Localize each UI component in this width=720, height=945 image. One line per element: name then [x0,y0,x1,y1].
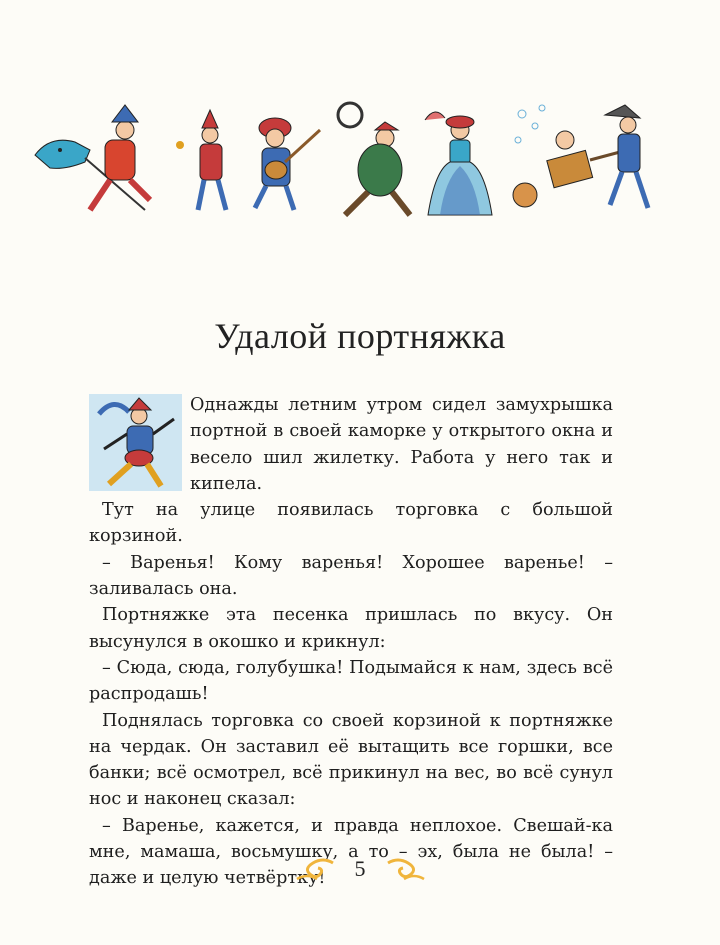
lute-player-figure [255,118,320,210]
paragraph: – Сюда, сюда, голубушка! Подымайся к нам, здесь всё распродашь! [89,657,613,705]
lady-with-fan-figure [425,112,492,215]
paragraph: Поднялась торговка со своей корзиной к портняжке на чердак. Он заставил её вытащить все горшки, все банки; всё осмотрел, всё прикинул на вес, во всё сунул нос и наконец сказал: [89,710,613,810]
paragraph: – Варенье, кажется, и правда неплохое. Свешай-ка мне, мамаша, восьмушку, а то – эх, была не была! – даже и целую четвёртку! [89,815,613,889]
story-title: Удалой портняжка [214,316,506,356]
paragraph: Портняжке эта песенка пришлась по вкусу. Он высунулся в окошко и крикнул: [89,605,613,652]
boy-with-bird-figure [176,110,226,210]
page-number: 5 [354,856,366,881]
paragraph: – Варенья! Кому варенья! Хорошее варенье! – заливалась она. [89,552,613,600]
paragraph: Однажды летним утром сидел замухрышка портной в своей каморке у открытого окна и весело шил жилетку. Работа у него так и кипела. [190,395,613,494]
jester-drop-cap-illustration [89,394,182,491]
page-footer [0,855,720,883]
tambourine-dancer-figure [338,103,410,215]
story-text [89,392,613,892]
right-ornament-icon [384,855,428,883]
characters-frieze-illustration [30,100,690,230]
wheelbarrow-figures [513,105,648,208]
paragraph: Тут на улице появилась торговка с большой корзиной. [89,500,613,547]
left-ornament-icon [293,855,337,883]
hobby-horse-figure [35,105,150,210]
